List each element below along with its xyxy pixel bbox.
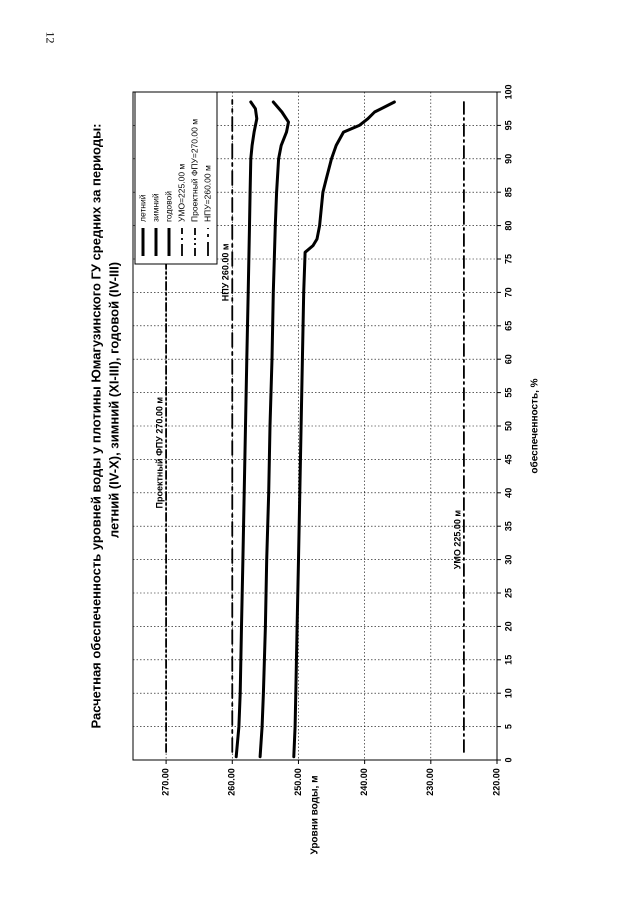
x-tick-label: 100 xyxy=(503,84,514,100)
y-tick-label: 240.00 xyxy=(359,768,370,796)
y-tick-label: 250.00 xyxy=(292,768,303,796)
legend-label-3: УМО=225.00 м xyxy=(176,163,187,222)
x-tick-label: 65 xyxy=(503,320,514,331)
legend-label-0: летний xyxy=(137,194,148,222)
y-tick-label: 270.00 xyxy=(160,768,171,796)
y-axis-label: Уровни воды, м xyxy=(309,775,321,855)
annotation-label: НПУ 260.00 м xyxy=(220,243,231,302)
x-tick-label: 50 xyxy=(503,420,514,432)
x-axis-label: обеспеченность, % xyxy=(529,378,541,474)
x-tick-label: 90 xyxy=(503,153,514,164)
chart-title-line2: летний (IV-X), зимний (XI-III), годовой (IV-III) xyxy=(106,261,122,539)
page-number: 12 xyxy=(43,31,58,44)
x-tick-label: 5 xyxy=(503,724,514,730)
y-tick-label: 230.00 xyxy=(425,768,436,796)
annotation-label: УМО 225.00 м xyxy=(452,509,463,570)
x-tick-label: 35 xyxy=(503,521,514,532)
x-tick-label: 95 xyxy=(503,120,514,131)
series-line-2 xyxy=(294,102,395,757)
series-line-1 xyxy=(260,102,288,757)
x-tick-label: 25 xyxy=(503,587,514,599)
x-tick-label: 70 xyxy=(503,287,514,298)
chart-title-line1: Расчетная обеспеченность уровней воды у плотины Юмагузинского ГУ средних за периоды: xyxy=(88,123,104,729)
x-tick-label: 60 xyxy=(503,354,514,365)
annotation-label: Проектный ФПУ 270.00 м xyxy=(154,396,165,509)
x-tick-label: 45 xyxy=(503,454,514,465)
x-tick-label: 15 xyxy=(503,654,514,665)
x-tick-label: 55 xyxy=(503,387,514,398)
chart-root xyxy=(88,84,540,854)
x-tick-label: 0 xyxy=(503,757,514,763)
x-tick-label: 10 xyxy=(503,688,514,699)
y-tick-label: 220.00 xyxy=(491,768,502,796)
legend-label-1: зимний xyxy=(150,193,161,222)
x-tick-label: 75 xyxy=(503,253,514,265)
x-tick-label: 20 xyxy=(503,621,514,632)
y-tick-label: 260.00 xyxy=(226,768,237,796)
legend-label-4: Проектный ФПУ=270.00 м xyxy=(189,118,200,222)
x-tick-label: 40 xyxy=(503,487,514,498)
series-line-0 xyxy=(236,102,257,757)
x-tick-label: 30 xyxy=(503,554,514,565)
x-tick-label: 80 xyxy=(503,220,514,231)
x-tick-label: 85 xyxy=(503,187,514,198)
legend-label-5: НПУ=260.00 м xyxy=(202,165,213,222)
legend-label-2: годовой xyxy=(163,190,174,222)
